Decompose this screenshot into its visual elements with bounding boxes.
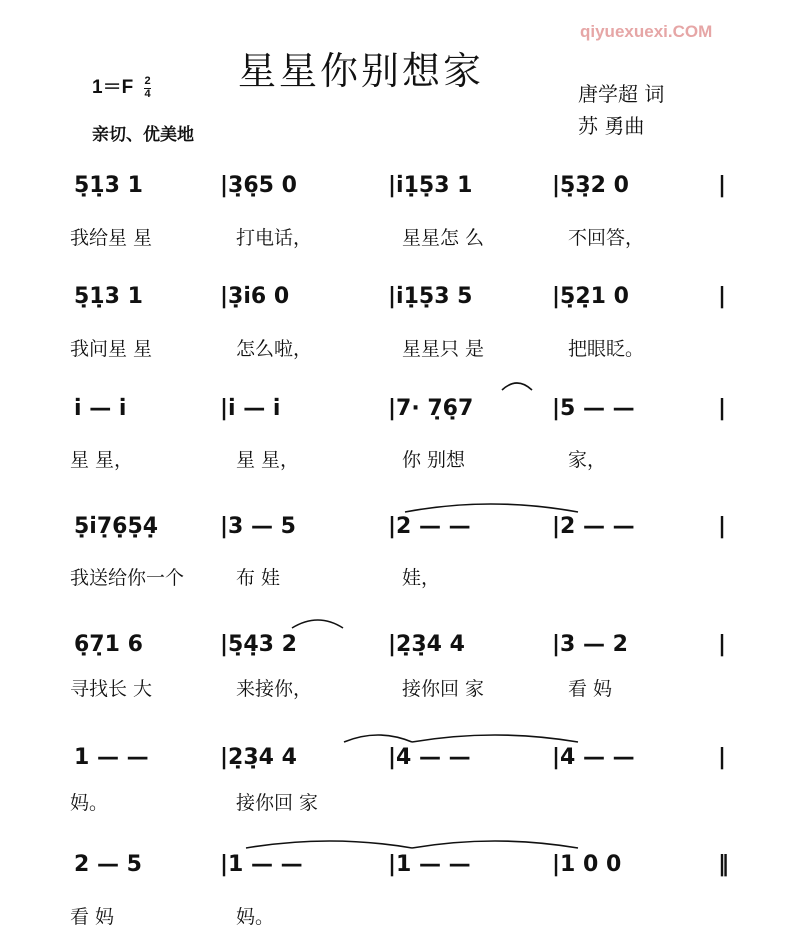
measure-row-2-2: |3̣i̇6 0 — [220, 284, 290, 309]
measure-row-4-3: |2 — — — [388, 514, 471, 539]
lyric-row-2-3: 星星只 是 — [402, 338, 485, 360]
tie-row-6-b — [412, 735, 578, 742]
barline-row-1-end: | — [718, 173, 727, 198]
lyric-row-3-1: 星 星， — [70, 449, 134, 471]
measure-row-3-4: |5 — — — [552, 396, 635, 421]
barline-row-4-end: | — [718, 514, 727, 539]
tie-row-4 — [405, 504, 578, 512]
lyric-row-4-1: 我送给你一个 — [70, 567, 185, 589]
lyric-row-5-2: 来接你， — [236, 678, 313, 700]
lyric-row-5-1: 寻找长 大 — [70, 678, 153, 700]
measure-row-1-3: |i̇1̣5̣3 1 — [388, 173, 473, 198]
slur-row-3 — [502, 383, 532, 390]
measure-row-2-3: |i̇1̣5̣3 5 — [388, 284, 473, 309]
measure-row-6-1: 1 — — — [74, 745, 149, 770]
lyric-row-2-2: 怎么啦， — [236, 338, 313, 360]
lyricist-credit: 唐学超 词 — [578, 82, 665, 106]
lyric-row-1-2: 打电话， — [236, 227, 313, 249]
measure-row-1-4: |5̣3̣2 0 — [552, 173, 629, 198]
measure-row-2-4: |5̣2̣1 0 — [552, 284, 629, 309]
measure-row-7-1: 2 — 5 — [74, 852, 142, 877]
barline-row-5-end: | — [718, 632, 727, 657]
lyric-row-1-3: 星星怎 么 — [402, 227, 485, 249]
measure-row-7-2: |1 — — — [220, 852, 303, 877]
lyric-row-5-3: 接你回 家 — [402, 678, 485, 700]
barline-row-6-end: | — [718, 745, 727, 770]
lyric-row-3-2: 星 星， — [236, 449, 300, 471]
tempo-marking: 亲切、优美地 — [92, 125, 194, 145]
key-label: 1＝F — [92, 77, 134, 98]
lyric-row-2-4: 把眼眨。 — [568, 338, 645, 360]
lyric-row-7-1: 看 妈 — [70, 906, 115, 928]
measure-row-1-2: |3̣6̣5 0 — [220, 173, 297, 198]
final-barline: ‖ — [718, 852, 729, 877]
watermark: qiyuexuexi.COM — [580, 22, 713, 41]
song-title: 星星你别想家 — [238, 49, 485, 93]
measure-row-5-1: 6̣7̣1 6 — [74, 632, 143, 657]
lyric-row-6-2: 接你回 家 — [236, 792, 319, 814]
measure-row-6-3: |4 — — — [388, 745, 471, 770]
measure-row-7-3: |1 — — — [388, 852, 471, 877]
slur-row-5 — [292, 620, 343, 628]
lyric-row-7-2: 妈。 — [236, 906, 275, 928]
lyric-row-3-4: 家， — [568, 449, 607, 471]
tie-row-6-a — [344, 735, 412, 742]
measure-row-3-3: |7· 7̣6̣7 — [388, 396, 474, 421]
lyric-row-6-1: 妈。 — [70, 792, 109, 814]
measure-row-4-2: |3 — 5 — [220, 514, 296, 539]
barline-row-3-end: | — [718, 396, 727, 421]
barline-row-2-end: | — [718, 284, 727, 309]
lyric-row-4-2: 布 娃 — [236, 567, 281, 589]
measure-row-2-1: 5̣1̣3 1 — [74, 284, 143, 309]
composer-credit: 苏 勇曲 — [578, 114, 645, 138]
tie-row-7-a — [246, 841, 412, 848]
tie-row-7-b — [412, 841, 578, 848]
measure-row-7-4: |1 0 0 — [552, 852, 622, 877]
time-signature-top: 2 — [144, 74, 151, 87]
lyric-row-4-3: 娃， — [402, 567, 441, 589]
measure-row-6-2: |2̣3̣4 4 — [220, 745, 297, 770]
measure-row-5-4: |3 — 2 — [552, 632, 628, 657]
lyric-row-5-4: 看 妈 — [568, 678, 613, 700]
measure-row-4-4: |2 — — — [552, 514, 635, 539]
lyric-row-1-4: 不回答， — [568, 227, 645, 249]
measure-row-1-1: 5̣1̣3 1 — [74, 173, 143, 198]
measure-row-3-1: i̇ — i̇ — [74, 396, 127, 421]
measure-row-3-2: |i̇ — i̇ — [220, 396, 281, 421]
measure-row-6-4: |4 — — — [552, 745, 635, 770]
lyric-row-2-1: 我问星 星 — [70, 338, 153, 360]
lyric-row-3-3: 你 别想 — [402, 449, 466, 471]
measure-row-4-1: 5̣i̇7̣6̣5̣4̣ — [74, 514, 159, 539]
measure-row-5-2: |5̣4̣3 2 — [220, 632, 297, 657]
measure-row-5-3: |2̣3̣4 4 — [388, 632, 465, 657]
lyric-row-1-1: 我给星 星 — [70, 227, 153, 249]
time-signature-bottom: 4 — [144, 87, 151, 100]
